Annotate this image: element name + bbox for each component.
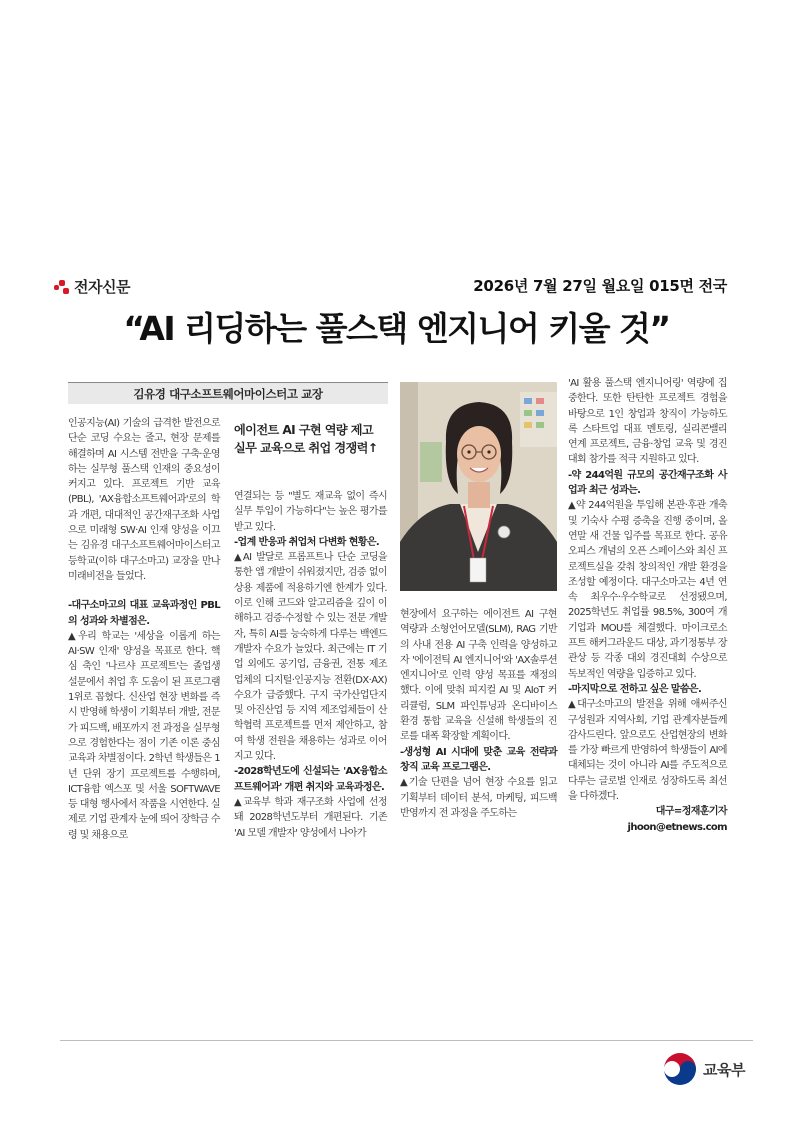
article-column-3 (400, 607, 557, 821)
interview-answer: 'AI 활용 풀스택 엔지니어링' 역량에 집중한다. 또한 탄탄한 프로젝트 경험을 바탕으로 1인 창업과 창직이 가능하도록 스타트업 대표 멘토링, 실리콘밸리 연계 프로젝트, 금융·창업 교육 및 경진대회 참가를 적극 지원하고 있다. (568, 378, 727, 466)
portrait-illustration (400, 382, 557, 591)
footer-divider (60, 1040, 753, 1041)
newspaper-logo-mark-icon (54, 280, 70, 294)
interview-question: -생성형 AI 시대에 맞춘 교육 전략과 창직 교육 프로그램은. (400, 746, 557, 773)
interview-question: -2028학년도에 신설되는 'AX융합소프트웨어과' 개편 취지와 교육과정은. (234, 766, 387, 793)
article-column-4 (568, 376, 727, 835)
interview-question: -업계 반응과 취업처 다변화 현황은. (234, 536, 380, 548)
paragraph-gap (68, 584, 220, 598)
dateline: 2026년 7월 27일 월요일 015면 전국 (473, 277, 727, 295)
interviewee-byline: 김유경 대구소프트웨어마이스터고 교장 (68, 382, 388, 404)
interview-question: -대구소마고의 대표 교육과정인 PBL의 성과와 차별점은. (68, 600, 220, 627)
lead-paragraph: 인공지능(AI) 기술의 급격한 발전으로 단순 코딩 수요는 줄고, 현장 문제를 해결하며 AI 시스템 전반을 구축·운영하는 실무형 풀스택 인재의 중요성이 커지고 있다. 프로젝트 기반 교육(PBL), 'AX융합소프트웨어과'로의 학과 개편, 대대적인 공간재구조화 사업으로 미래형 SW·AI 인재 양성을 이끄는 김유경 대구소프트웨어마이스터고등학교(이하 대구소마고) 교장을 만나 미래비전을 들었다. (68, 418, 220, 582)
interviewee-photo (400, 382, 557, 591)
subheadline-line: 실무 교육으로 취업 경쟁력↑ (234, 441, 378, 455)
subheadline (234, 421, 392, 457)
headline: “AI 리딩하는 풀스택 엔지니어 키울 것” (123, 309, 670, 348)
interview-answer: 연결되는 등 "별도 재교육 없이 즉시 실무 투입이 가능하다"는 높은 평가를 받고 있다. (234, 491, 387, 533)
newspaper-logo (54, 276, 130, 297)
interview-answer: ▲대구소마고의 발전을 위해 애써주신 구성원과 지역사회, 기업 관계자분들께 감사드린다. 앞으로도 산업현장의 변화를 가장 빠르게 반영하여 학생들이 AI에 대체되는 것이 아니라 AI를 주도적으로 다루는 글로벌 인재로 성장하도록 최선을 다하겠다. (568, 699, 727, 803)
interview-answer: ▲교육부 학과 재구조화 사업에 선정돼 2028학년도부터 개편된다. 기존 'AI 모델 개발자' 양성에서 나아가 (234, 796, 387, 839)
reporter-credit: 대구=정재훈기자 jhoon@etnews.com (627, 806, 727, 833)
interview-question: -마지막으로 전하고 싶은 말씀은. (568, 683, 702, 695)
interview-answer: 현장에서 요구하는 에이전트 AI 구현 역량과 소형언어모델(SLM), RAG 기반의 사내 전용 AI 구축 인력을 양성하고자 '에이전틱 AI 엔지니어'와 'AX솔루션 엔지니어'로 인력 양성 목표를 재정의했다. 이에 맞춰 피지컬 AI 및 AIoT 커리큘럼, SLM 파인튜닝과 온디바이스 환경 통합 교육을 신설해 학생들의 진로를 대폭 확장할 계획이다. (400, 609, 557, 743)
subheadline-line: 에이전트 AI 구현 역량 제고 (234, 423, 374, 437)
taegeuk-emblem-icon (663, 1052, 697, 1086)
newspaper-name: 전자신문 (74, 278, 130, 296)
interview-answer: ▲우리 학교는 '세상을 이롭게 하는 AI·SW 인재' 양성을 목표로 한다. 핵심 축인 '나르샤 프로젝트'는 졸업생 설문에서 취업 후 도움이 된 프로그램 1위로 꼽혔다. 신산업 현장 변화를 즉시 반영해 학생이 기획부터 개발, 전문가 피드백, 배포까지 전 과정을 실무형으로 경험한다는 점이 기존 이론 중심 교육과 차별점이다. 2학년 학생들은 1년 단위 장기 프로젝트를 수행하며, ICT융합 엑스포 및 서울 SOFTWAVE 등 대형 행사에서 작품을 시연한다. 실제로 기업 관계자 눈에 띄어 장학금 수령 및 채용으로 (68, 630, 220, 841)
article-column-2 (234, 489, 387, 841)
ministry-name: 교육부 (703, 1060, 745, 1079)
interview-answer: ▲기술 단편을 넘어 현장 수요를 읽고 기획부터 데이터 분석, 마케팅, 피드백 반영까지 전 과정을 주도하는 (400, 777, 557, 819)
ministry-logo (663, 1052, 745, 1086)
article-column-1 (68, 416, 220, 843)
interview-question: -약 244억원 규모의 공간재구조화 사업과 최근 성과는. (568, 469, 727, 497)
interview-answer: ▲AI 발달로 프롬프트나 단순 코딩을 통한 앱 개발이 쉬워졌지만, 검증 없이 상용 제품에 적용하기엔 한계가 있다. 이로 인해 코드와 알고리즘을 깊이 이해하고 검증·수정할 수 있는 전문 개발자, 특히 AI를 능숙하게 다루는 백엔드 개발자 수요가 늘었다. 최근에는 IT 기업 외에도 공기업, 금융권, 전통 제조업체의 디지털·인공지능 전환(DX·AX) 수요가 급증했다. 구지 국가산업단지 및 아진산업 등 지역 제조업체들이 산학협력 프로젝트를 먼저 제안하고, 참여 학생 전원을 채용하는 성과로 이어지고 있다. (234, 552, 387, 763)
interview-answer: ▲약 244억원을 투입해 본관·후관 개축 및 기숙사 수평 증축을 진행 중이며, 올 연말 새 건물 입주를 목표로 한다. 공유 오피스 개념의 오픈 스페이스와 최신 프로젝트실을 갖춰 창의적인 개발 환경을 조성할 예정이다. 대구소마고는 4년 연속 최우수·우수학교로 선정됐으며, 2025학년도 취업률 98.5%, 300여 개 기업과 MOU를 체결했다. 마이크로소프트 해커그라운드 대상, 과기정통부 장관상 등 각종 대외 경진대회 수상으로 독보적인 역량을 입증하고 있다. (568, 500, 727, 680)
